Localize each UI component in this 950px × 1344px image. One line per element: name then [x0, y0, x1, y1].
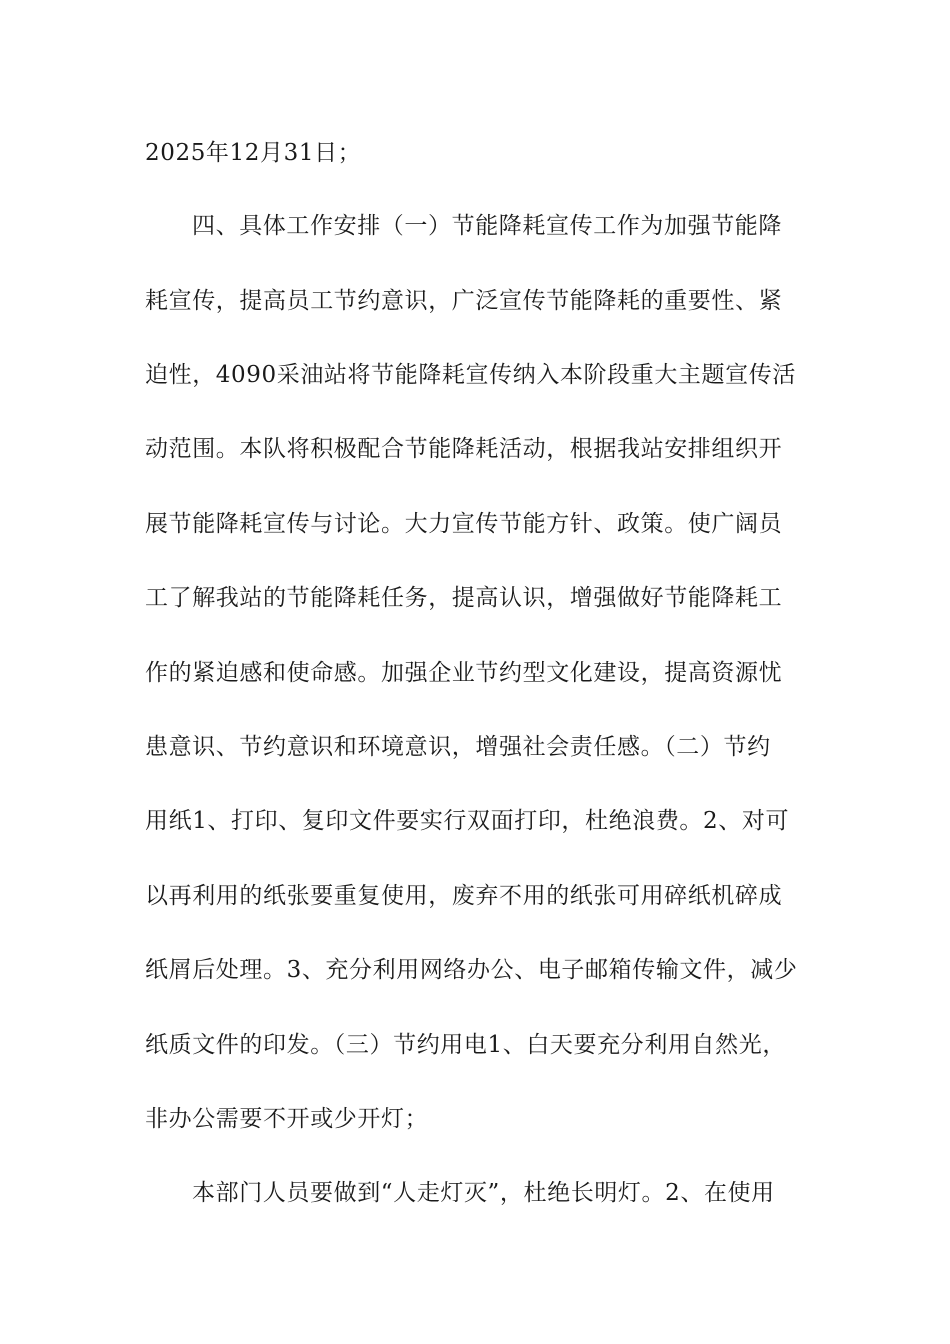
text-line: 纸屑后处理。3、充分利用网络办公、电子邮箱传输文件，减少 [145, 957, 798, 983]
text-line: 以再利用的纸张要重复使用，废弃不用的纸张可用碎纸机碎成 [145, 883, 783, 909]
paragraph-start-line: 四、具体工作安排（一）节能降耗宣传工作为加强节能降 [192, 213, 782, 239]
text-line: 用纸1、打印、复印文件要实行双面打印，杜绝浪费。2、对可 [145, 808, 790, 834]
text-line: 非办公需要不开或少开灯； [145, 1106, 429, 1132]
text-line: 纸质文件的印发。（三）节约用电1、白天要充分利用自然光， [145, 1032, 786, 1058]
text-line: 展节能降耗宣传与讨论。大力宣传节能方针、政策。使广阔员 [145, 511, 783, 537]
text-line: 迫性，4090采油站将节能降耗宣传纳入本阶段重大主题宣传活 [145, 362, 796, 388]
text-line: 工了解我站的节能降耗任务，提高认识，增强做好节能降耗工 [145, 585, 783, 611]
paragraph-start-line: 本部门人员要做到“人走灯灭”，杜绝长明灯。2、在使用 [192, 1180, 775, 1206]
text-line: 动范围。本队将积极配合节能降耗活动，根据我站安排组织开 [145, 436, 783, 462]
text-line: 耗宣传，提高员工节约意识，广泛宣传节能降耗的重要性、紧 [145, 288, 783, 314]
text-line: 2025年12月31日； [145, 140, 362, 166]
text-line: 患意识、节约意识和环境意识，增强社会责任感。（二）节约 [145, 734, 771, 760]
text-line: 作的紧迫感和使命感。加强企业节约型文化建设，提高资源忧 [145, 660, 783, 686]
